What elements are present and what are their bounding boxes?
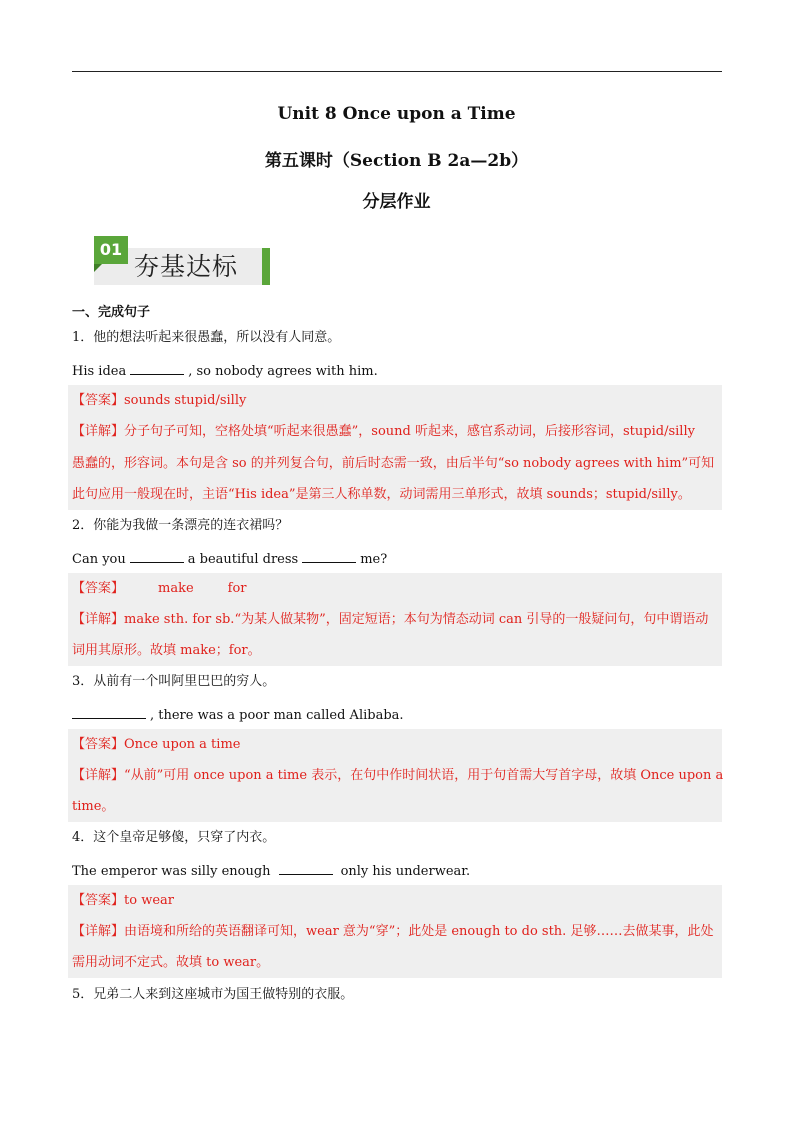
q3-detail-text-1: “从前”可用 once upon a time 表示，在句中作时间状语，用于句首需大写首字母，故填 Once upon a	[124, 768, 724, 783]
q4-english	[72, 860, 722, 882]
homework-subtitle: 分层作业	[362, 192, 431, 212]
q5-chinese: 5．兄弟二人来到这座城市为国王做特别的衣服。	[72, 987, 354, 1002]
q4-answer	[72, 891, 722, 911]
q4-detail-line-2: 需用动词不定式。故填 to wear。	[72, 955, 270, 970]
q4-detail-line-1	[72, 922, 722, 942]
q2-detail-text-1: make sth. for sb.“为某人做某物”，固定短语；本句为情态动词 can 引导的一般疑问句，句中谓语动	[124, 612, 709, 627]
q1-detail-line-1	[72, 422, 722, 442]
q2-text-c: me?	[360, 552, 388, 567]
q1-text-a: His idea	[72, 364, 127, 379]
badge-accent-bar	[262, 248, 270, 285]
q1-answer-label: 【答案】	[72, 393, 125, 408]
q1-answer-text: sounds stupid/silly	[124, 393, 247, 408]
q4-blank	[279, 860, 333, 875]
q2-blank-1	[130, 548, 184, 563]
q3-detail-line-2: time。	[72, 799, 115, 814]
q3-chinese: 3．从前有一个叫阿里巴巴的穷人。	[72, 674, 276, 689]
q4-detail-text-1: 由语境和所给的英语翻译可知，wear 意为“穿”；此处是 enough to do sth. 足够……去做某事，此处	[124, 924, 714, 939]
q1-english	[72, 360, 722, 382]
q3-blank	[72, 704, 146, 719]
q4-text-a: The emperor was silly enough	[72, 864, 271, 879]
q2-answer-1: make	[158, 581, 194, 596]
q3-detail-line-1	[72, 766, 722, 786]
q1-chinese: 1．他的想法听起来很愚蠢，所以没有人同意。	[72, 330, 341, 345]
q1-answer	[72, 391, 722, 411]
header-rule	[72, 71, 722, 72]
q2-answer	[72, 579, 722, 599]
q1-detail-line-2: 愚蠢的，形容词。本句是含 so 的并列复合句，前后时态需一致，由后半句“so nobody agrees with him”可知	[72, 456, 715, 471]
q4-chinese: 4．这个皇帝足够傻，只穿了内衣。	[72, 830, 276, 845]
q4-text-b: only his underwear.	[340, 864, 471, 879]
badge-fold-icon	[94, 264, 102, 272]
q3-detail-label: 【详解】	[72, 768, 125, 783]
q3-english	[72, 704, 722, 726]
q1-detail-text-1: 分子句子可知，空格处填“听起来很愚蠢”，sound 听起来，感官系动词，后接形容词，stupid/silly	[124, 424, 695, 439]
q4-answer-text: to wear	[124, 893, 174, 908]
section-badge	[84, 236, 274, 288]
q2-blank-2	[302, 548, 356, 563]
q2-english	[72, 548, 722, 570]
section-heading: 一、完成句子	[72, 305, 151, 320]
q2-detail-line-1	[72, 610, 722, 630]
q2-chinese: 2．你能为我做一条漂亮的连衣裙吗？	[72, 518, 289, 533]
q1-text-b: , so nobody agrees with him.	[188, 364, 378, 379]
q3-answer-text: Once upon a time	[124, 737, 241, 752]
lesson-subtitle: 第五课时（Section B 2a—2b）	[264, 151, 529, 171]
q2-text-b: a beautiful dress	[187, 552, 299, 567]
q4-answer-label: 【答案】	[72, 893, 125, 908]
q3-text-b: , there was a poor man called Alibaba.	[150, 708, 404, 723]
q4-detail-label: 【详解】	[72, 924, 125, 939]
q2-detail-line-2: 词用其原形。故填 make；for。	[72, 643, 261, 658]
q3-answer	[72, 735, 722, 755]
q2-answer-2: for	[227, 581, 247, 596]
page-title: Unit 8 Once upon a Time	[277, 104, 516, 124]
q2-text-a: Can you	[72, 552, 126, 567]
q1-detail-label: 【详解】	[72, 424, 125, 439]
q1-detail-line-3: 此句应用一般现在时，主语“His idea”是第三人称单数，动词需用三单形式，故填 sounds；stupid/silly。	[72, 487, 691, 502]
badge-label: 夯基达标	[134, 252, 239, 281]
q3-answer-label: 【答案】	[72, 737, 125, 752]
badge-number: 01	[94, 236, 128, 264]
q1-blank	[130, 360, 184, 375]
q2-answer-label: 【答案】	[72, 581, 125, 596]
q2-detail-label: 【详解】	[72, 612, 125, 627]
